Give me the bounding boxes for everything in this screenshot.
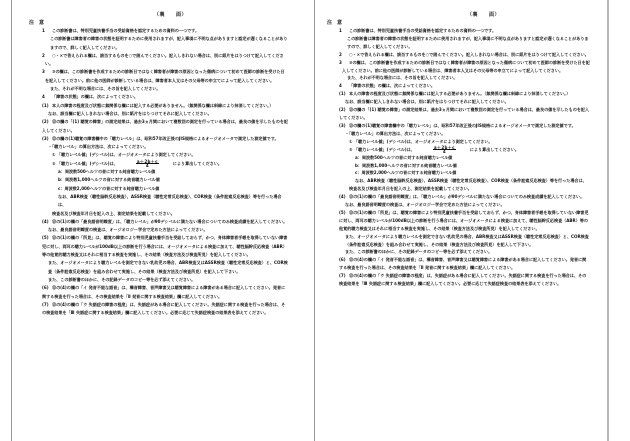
note-text: 「障害の状態」の欄は、次によってください。	[349, 83, 435, 89]
formula-numerator: a＋2b＋c	[136, 158, 158, 164]
note-text: ⑬の(1)の欄の「最良語音明瞭度」は、「聴力レベル」が90デシベルに満たない場合についてのみ検査成績を記入してください。	[349, 194, 585, 200]
note-text: なお、該当欄に記入しきれない場合は、別に紙片をはりつけてそれに記入してください。	[48, 110, 212, 116]
notes-heading: 注 意	[29, 20, 45, 26]
note-text: b：周波数1,000ヘルツの音に対する純音聴力レベル値	[355, 162, 457, 168]
note-paragraph	[335, 122, 590, 130]
note-text: ⑬の(4)の欄の「ウ 失語症の障害の程度」は、失語症がある場合に記入してください。失語症に関する検査を行った場合は、その検査結果を「Ⅲ 失語症に関する検査結果」欄に記入してください。必要に応じて失語症検査の結果表を添えてください。	[42, 301, 286, 316]
note-text: により算出してください。	[469, 146, 519, 152]
note-paragraph	[38, 35, 288, 52]
note-text: ② 「聴力レベル値」(デシベル)は、	[52, 160, 118, 166]
note-paragraph	[38, 234, 288, 259]
note-text: なお、該当欄に記入しきれない場合は、別に紙片をはりつけてそれに記入してください。	[345, 99, 509, 105]
page-edge-line	[11, 0, 12, 441]
note-paragraph	[335, 51, 590, 59]
note-text: c：周波数2,000ヘルツの音に対する純音聴力レベル値	[58, 185, 160, 191]
note-number: 1	[42, 28, 45, 33]
note-paragraph	[335, 98, 590, 106]
note-text: 本人の障害の程度及び状態に無関係な欄には記入する必要がありません。（無関係な欄は斜線により抹消してください。）	[52, 102, 274, 108]
note-paragraph	[335, 209, 590, 233]
formula-denominator: 4	[442, 149, 446, 155]
note-number: (1)	[339, 91, 346, 97]
note-paragraph	[335, 82, 590, 90]
note-text: ⑬の欄の「(1) 聴覚の障害」の測定結果は、過去3ヵ月間において複数回の測定を行っている場合は、最良の値を示したものを記入してください。	[339, 107, 590, 120]
note-number: (5)	[339, 209, 346, 215]
note-paragraph	[335, 138, 590, 146]
note-paragraph	[38, 185, 288, 193]
note-text: また、オージオメータにより聴力レベルを測定できない乳幼児の場合、ABR検査又はASSR検査（聴性定常反応検査）と、COR検査（条件詮索反応検査）を組み合わせて実施し、その結果（検査方法及び検査所見）を記入して下さい。	[345, 233, 589, 247]
note-paragraph	[335, 27, 590, 35]
note-text: この診断書は障害者の障害の状態を証明するために使用されますが、記入事項に不明な点がありますと認定が遅くなることがありますので、詳しく記入してください。	[347, 35, 589, 49]
note-text: この診断書は、特別児童扶養手当の受給資格を認定するための資料の一つです。	[349, 28, 497, 33]
note-text: また、この診断書のほかに、その記録データのコピー等を必ず添えてください。	[345, 249, 493, 255]
note-paragraph	[38, 118, 288, 135]
note-text: なお、ABR検査（聴性脳幹反応検査）、ASSR検査（聴性定常反応検査）、COR検査（条件詮索反応検査）等を行った場合は、	[355, 178, 587, 184]
note-paragraph	[335, 162, 590, 170]
note-text: ○・×で答えられる欄は、該当するものを○で囲んでください。記入しきれない場合は、別に紙片をはりつけて記入してください。	[349, 51, 589, 57]
formula-denominator: 4	[145, 163, 149, 169]
note-paragraph	[38, 110, 288, 118]
note-paragraph	[38, 68, 288, 85]
note-paragraph	[38, 93, 288, 101]
notes-heading: 注 意	[327, 20, 343, 26]
note-paragraph	[335, 154, 590, 162]
notes-body	[38, 27, 288, 317]
note-paragraph	[335, 90, 590, 98]
page-title: （裏 面）	[154, 12, 188, 18]
note-paragraph	[38, 160, 288, 168]
note-paragraph	[38, 226, 288, 234]
note-text: a：周波数500ヘルツの音に対する純音聴力レベル値	[58, 169, 156, 175]
note-paragraph	[38, 218, 288, 226]
note-paragraph	[335, 272, 590, 288]
note-text: この診断書は障害者の障害の状態を証明するために使用されますが、記入事項に不明な点がありますと認定が遅くなることがありますので、詳しく記入してください。	[50, 36, 288, 50]
note-text: また、オージオメータにより聴力レベルを測定できない乳幼児の場合、ABR検査又はASSR検査（聴性定常反応検査）と、COR検査（条件詮索反応検査）を組み合わせて実施し、その結果（検査方法及び検査所見）を記入して下さい。	[48, 260, 288, 274]
note-text: なお、最良語音明瞭度の検査は、オージオロジー学会で定めた方法によってください。	[345, 202, 505, 208]
note-text: 検査名及び検査年月日を記入の上、測定結果を記載してください。	[349, 186, 472, 192]
note-text: 検査名及び検査年月日を記入の上、測定結果を記載してください。	[52, 210, 175, 216]
note-paragraph	[38, 85, 288, 93]
note-text: ⑬の(1)の欄の「最良語音明瞭度」は、「聴力レベル」が90デシベルに満たない場合についてのみ検査成績を記入してください。	[52, 218, 288, 224]
note-text: c：周波数2,000ヘルツの音に対する純音聴力レベル値	[355, 170, 457, 176]
note-text: ⑬の欄の(1)聴覚の障害欄中の「聴力レベル」は、昭和57年改正後のJIS規格によるオージオメータで測定した測定値です。	[349, 122, 576, 128]
note-paragraph	[38, 210, 288, 218]
note-number: 3	[339, 59, 342, 65]
note-paragraph	[335, 193, 590, 201]
note-number: 1	[339, 28, 342, 33]
note-number: (6)	[339, 257, 346, 263]
note-paragraph	[335, 256, 590, 272]
note-paragraph	[335, 177, 590, 185]
note-paragraph	[38, 259, 288, 276]
note-paragraph	[38, 27, 288, 35]
note-number: (7)	[339, 273, 346, 279]
note-paragraph	[38, 143, 288, 151]
note-text: ⑬の欄の「(1) 聴覚の障害」の測定結果は、過去3ヵ月間において複数回の測定を行っている場合は、最良の値を示したものを記入してください。	[42, 119, 289, 133]
note-text: 本人の障害の程度及び状態に無関係な欄には記入する必要がありません。（無関係な欄は斜線により抹消してください。）	[349, 91, 571, 97]
note-number: (1)	[42, 102, 49, 108]
note-paragraph	[335, 35, 590, 51]
note-text: ⑬の(4)の欄の「イ 発音不能な語音」は、構音障害、音声障害又は聴覚障害による障害がある場合に記入してください。発音に関する検査を行った場合は、その検査結果を「Ⅱ 発音に関する検査結果」欄に記入してください。	[339, 257, 587, 271]
note-text: ⑬の(1)の欄の「所見」は、聴覚の障害により特別児童扶養手当を受給しておらず、かつ、身体障害者手帳を取得していない障害児に対し、両耳の聴力レベルが100dB以上の診断を行う場合には、オージオメータによる検査に加えて、聴性脳幹反応検査（ABR）等の他覚的聴力検査又はそれに相当する検査を実施し、その結果（検査方法及び検査所見）を記入してください。	[42, 235, 288, 258]
note-paragraph	[335, 130, 590, 138]
note-text: また、この診断書のほかに、その記録データのコピー等を必ず添えてください。	[48, 276, 196, 282]
note-number: 4	[339, 83, 342, 89]
note-paragraph	[335, 106, 590, 122]
note-text: ③の欄は、この診断書を作成するための診断日ではなく障害者が障害の原因となった傷病について初めて医師の診断を受けた日を記入してください。前に他の医師が診断している場合は、障害者本人又はその父母等の申立てによって記入してください。	[45, 69, 285, 83]
note-paragraph	[38, 301, 288, 318]
page-title: （裏 面）	[467, 12, 501, 18]
note-paragraph	[335, 146, 590, 154]
note-paragraph	[38, 176, 288, 184]
note-paragraph	[38, 276, 288, 284]
note-number: (3)	[42, 135, 49, 141]
note-paragraph	[335, 169, 590, 177]
note-text: この診断書は、特別児童扶養手当の受給資格を認定するための資料の一つです。	[52, 28, 200, 33]
note-text: ⑬の欄の(1)聴覚の障害欄中の「聴力レベル」は、昭和57年改正後のJIS規格によるオージオメータで測定した測定値です。	[52, 135, 279, 141]
note-text: ・「聴力レベル」の算出方法は、次によってください。	[345, 130, 446, 136]
note-paragraph	[38, 193, 288, 210]
note-number: (4)	[42, 218, 49, 224]
note-number: 2	[339, 51, 342, 57]
note-paragraph	[38, 135, 288, 143]
note-number: (2)	[339, 107, 346, 113]
note-text: ⑬の(4)の欄の「イ 発音不能な語音」は、構音障害、音声障害又は聴覚障害による障害がある場合に記入してください。発音に関する検査を行った場合は、その検査結果を「Ⅱ 発音に関する検査結果」欄に記入してください。	[42, 285, 286, 299]
note-number: 3	[42, 69, 45, 75]
document-page-right	[315, 0, 609, 441]
note-text: なお、最良語音明瞭度の検査は、オージオロジー学会で定めた方法によってください。	[48, 227, 208, 233]
note-text: ・「聴力レベル」の算出方法は、次によってください。	[48, 144, 149, 150]
note-text: ③の欄は、この診断書を作成するための診断日ではなく障害者が障害の原因となった傷病について初めて医師の診断を受けた日を記入してください。前に他の医師が診断している場合は、障害者本人又はその父母等の申立てによって記入してください。	[342, 59, 590, 73]
note-text: また、それが不明な場合には、その旨を記入してください。	[347, 75, 458, 81]
note-paragraph	[38, 102, 288, 110]
note-paragraph	[38, 151, 288, 159]
note-paragraph	[38, 168, 288, 176]
note-number: 2	[42, 52, 45, 58]
note-paragraph	[335, 233, 590, 249]
hearing-level-formula	[433, 146, 456, 154]
note-text: ① 「聴力レベル値」(デシベル)は、オージオメータにより測定してください。	[52, 152, 196, 158]
note-number: (2)	[42, 119, 49, 125]
note-text: ② 「聴力レベル値」(デシベル)は、	[349, 146, 415, 152]
note-text: b：周波数1,000ヘルツの音に対する純音聴力レベル値	[58, 177, 160, 183]
note-text: により算出してください。	[172, 160, 222, 166]
note-number: (6)	[42, 285, 49, 291]
note-paragraph	[38, 52, 288, 69]
note-number: 4	[42, 94, 45, 100]
note-paragraph	[335, 248, 590, 256]
note-text: また、それが不明な場合には、その旨を記入してください。	[50, 86, 161, 92]
notes-body	[335, 27, 590, 288]
note-text: ⑬の(4)の欄の「ウ 失語症の障害の程度」は、失語症がある場合に記入してください。失語症に関する検査を行った場合は、その検査結果を「Ⅲ 失語症に関する検査結果」欄に記入してください。必要に応じて失語症検査の結果表を添えてください。	[339, 273, 587, 287]
note-text: ⑬の(1)の欄の「所見」は、聴覚の障害により特別児童扶養手当を受給しておらず、かつ、身体障害者手帳を取得していない障害児に対し、両耳の聴力レベルが100dB以上の診断を行う場合には、オージオメータによる検査に加えて、聴性脳幹反応検査（ABR）等の他覚的聴力検査又はそれに相当する検査を実施し、その結果（検査方法及び検査所見）を記入してください。	[339, 209, 589, 231]
note-number: (4)	[339, 194, 346, 200]
note-paragraph	[335, 74, 590, 82]
note-paragraph	[335, 59, 590, 75]
note-text: 「障害の状態」の欄は、次によってください。	[52, 94, 138, 100]
note-paragraph	[335, 201, 590, 209]
note-number: (3)	[339, 122, 346, 128]
note-text: ① 「聴力レベル値」(デシベル)は、オージオメータにより測定してください。	[349, 138, 493, 144]
note-text: a：周波数500ヘルツの音に対する純音聴力レベル値	[355, 154, 453, 160]
note-text: なお、ABR検査（聴性脳幹反応検査）、ASSR検査（聴性定常反応検査）、COR検査（条件詮索反応検査）等を行った場合は、	[58, 193, 282, 208]
formula-numerator: a＋2b＋c	[433, 144, 455, 150]
note-text: ○・×で答えられる欄は、該当するものを○で囲んでください。記入しきれない場合は、別に紙片をはりつけて記入してください。	[45, 52, 284, 67]
note-paragraph	[38, 284, 288, 301]
hearing-level-formula	[136, 160, 159, 168]
note-paragraph	[335, 185, 590, 193]
note-number: (7)	[42, 301, 49, 307]
note-number: (5)	[42, 235, 49, 241]
